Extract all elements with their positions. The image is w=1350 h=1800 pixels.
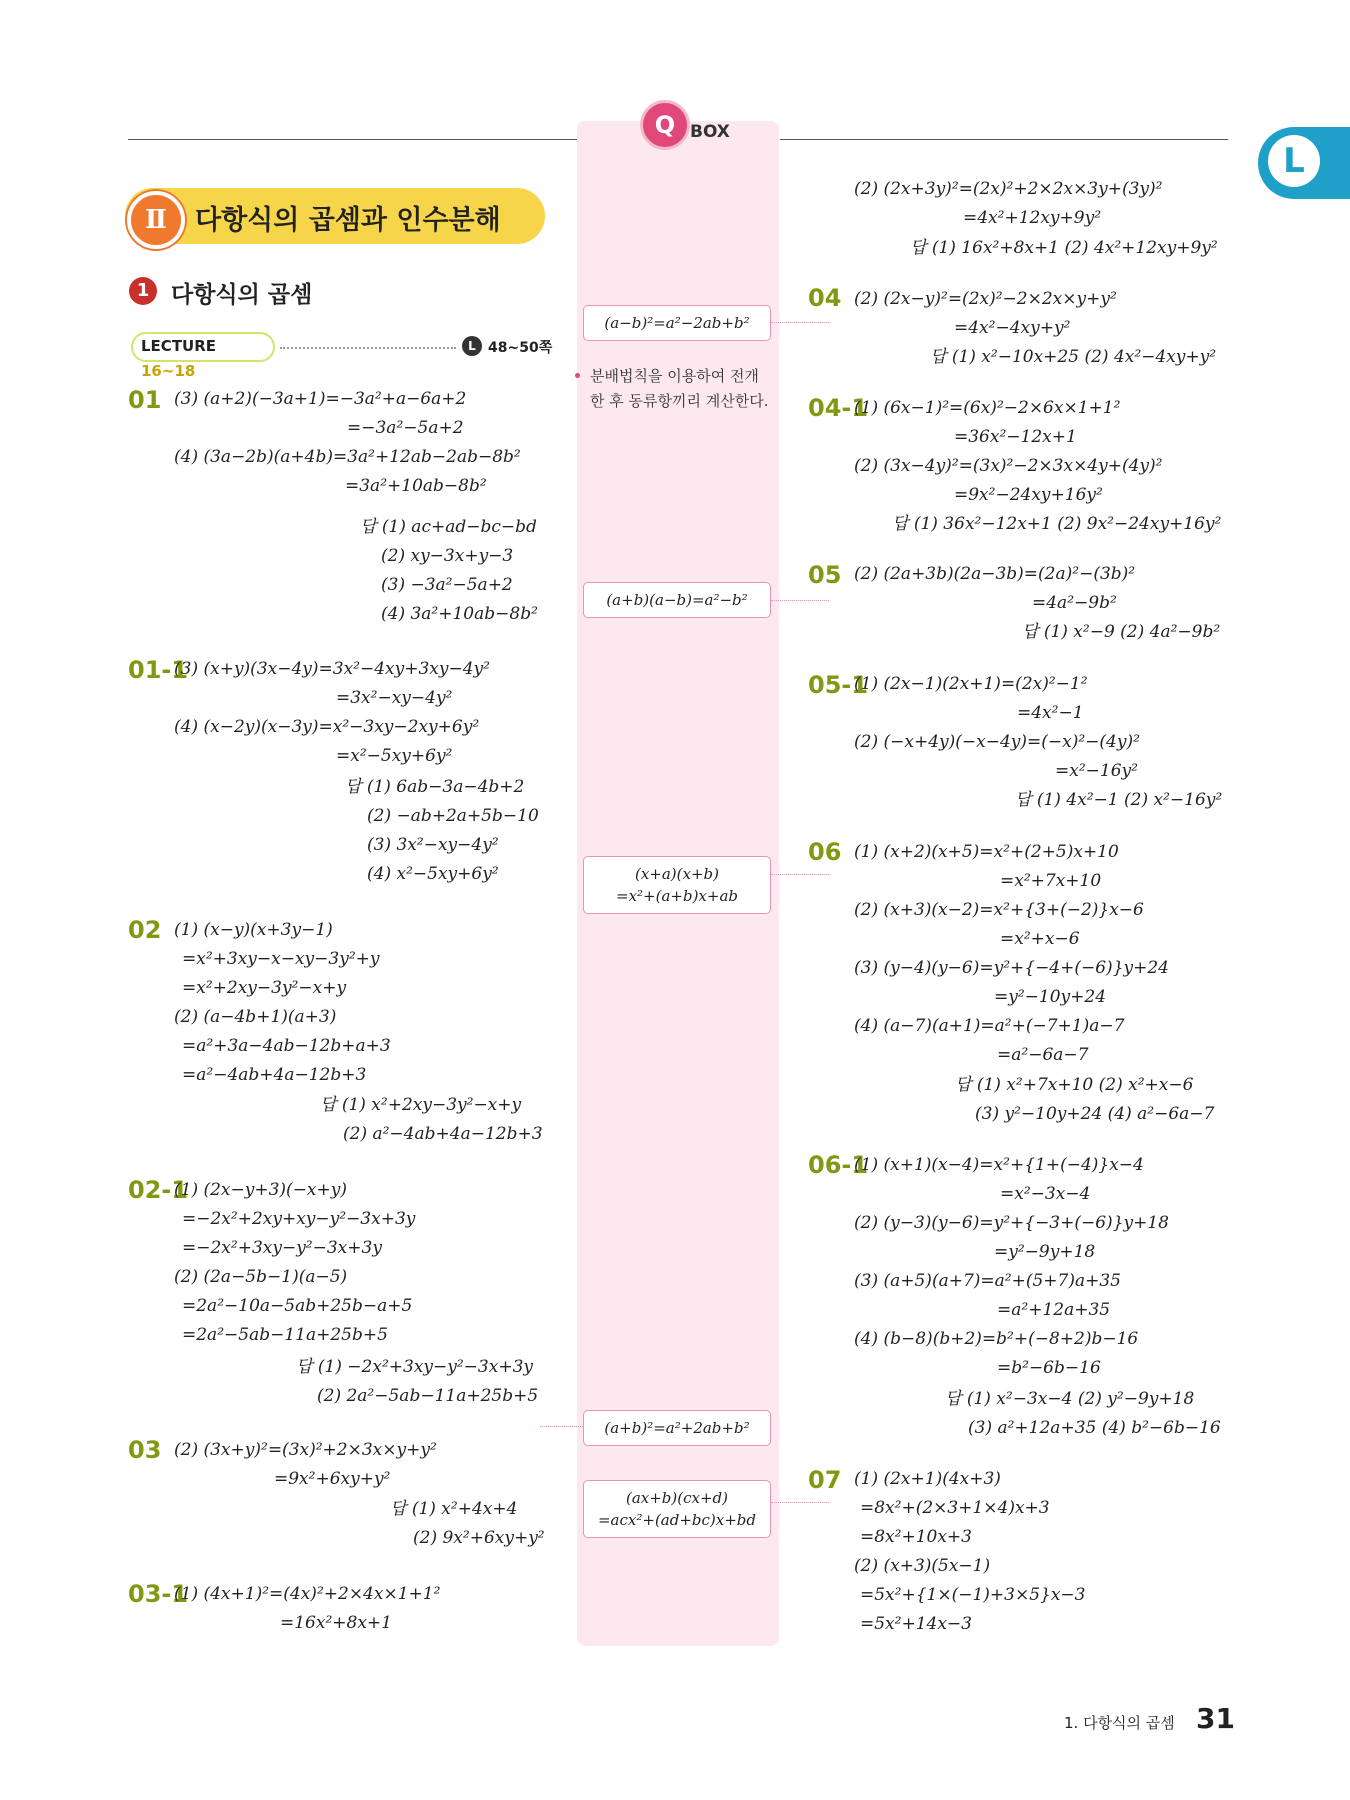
section-title: 다항식의 곱셈	[171, 282, 313, 308]
problem-number: 04	[808, 284, 842, 312]
problem-number: 04-1	[808, 394, 869, 422]
answer-line: 답 (1) −2x²+3xy−y²−3x+3y	[296, 1357, 533, 1377]
answer-line: 답 (1) 36x²−12x+1 (2) 9x²−24xy+16y²	[892, 514, 1222, 534]
connector-line	[771, 600, 829, 601]
solution-line: =8x²+10x+3	[860, 1527, 972, 1547]
qbox-formula	[583, 305, 771, 341]
lecture-icon: L	[462, 336, 482, 356]
solution-line: (4) (x−2y)(x−3y)=x²−3xy−2xy+6y²	[174, 717, 480, 737]
answer-line: (3) a²+12a+35 (4) b²−6b−16	[968, 1418, 1221, 1438]
solution-line: =x²−3x−4	[1000, 1184, 1091, 1204]
connector-line	[771, 322, 829, 323]
solution-line: =x²+2xy−3y²−x+y	[182, 978, 347, 998]
solution-line: =x²+x−6	[1000, 929, 1080, 949]
lecture-label: LECTURE	[141, 337, 217, 355]
formula-line: (a+b)(a−b)=a²−b²	[606, 591, 748, 609]
qbox-formula	[583, 1410, 771, 1446]
page-number: 31	[1196, 1702, 1235, 1735]
connector-line	[771, 874, 829, 875]
qbox-formula	[583, 1480, 771, 1538]
solution-line: (4) (a−7)(a+1)=a²+(−7+1)a−7	[854, 1016, 1125, 1036]
formula-line: =acx²+(ad+bc)x+bd	[597, 1511, 756, 1529]
solution-line: (4) (3a−2b)(a+4b)=3a²+12ab−2ab−8b²	[174, 447, 521, 467]
solution-line: (1) (2x−y+3)(−x+y)	[174, 1180, 348, 1200]
solution-line: (1) (4x+1)²=(4x)²+2×4x×1+1²	[174, 1584, 441, 1604]
solution-line: (2) (2x−y)²=(2x)²−2×2x×y+y²	[854, 289, 1117, 309]
solution-line: (2) (2a−5b−1)(a−5)	[174, 1267, 348, 1287]
answer-line: (2) a²−4ab+4a−12b+3	[343, 1124, 543, 1144]
answer-line: 답 (1) x²−10x+25 (2) 4x²−4xy+y²	[930, 347, 1217, 367]
solution-line: =9x²−24xy+16y²	[954, 485, 1103, 505]
solution-line: =2a²−10a−5ab+25b−a+5	[182, 1296, 413, 1316]
problem-number: 01-1	[128, 656, 189, 684]
solution-line: =2a²−5ab−11a+25b+5	[182, 1325, 388, 1345]
solution-line: (2) (y−3)(y−6)=y²+{−3+(−6)}y+18	[854, 1213, 1169, 1233]
note-bullet-icon	[575, 373, 580, 378]
answer-line: (2) 9x²+6xy+y²	[413, 1528, 545, 1548]
solution-line: (2) (a−4b+1)(a+3)	[174, 1007, 337, 1027]
solution-line: =−2x²+3xy−y²−3x+3y	[182, 1238, 382, 1258]
answer-line: (3) −3a²−5a+2	[381, 575, 513, 595]
answer-line: 답 (1) ac+ad−bc−bd	[360, 517, 537, 537]
solution-line: =x²−16y²	[1055, 761, 1138, 781]
answer-line: (3) 3x²−xy−4y²	[367, 835, 499, 855]
solution-line: =3x²−xy−4y²	[336, 688, 453, 708]
answer-line: 답 (1) x²−3x−4 (2) y²−9y+18	[945, 1389, 1195, 1409]
solution-line: (2) (3x+y)²=(3x)²+2×3x×y+y²	[174, 1440, 437, 1460]
formula-line: (ax+b)(cx+d)	[625, 1489, 728, 1507]
formula-line: (x+a)(x+b)	[634, 865, 719, 883]
answer-line: (2) xy−3x+y−3	[381, 546, 514, 566]
solution-line: (2) (3x−4y)²=(3x)²−2×3x×4y+(4y)²	[854, 456, 1163, 476]
qbox-formula	[583, 856, 771, 914]
solution-line: =x²+3xy−x−xy−3y²+y	[182, 949, 380, 969]
solution-line: =5x²+14x−3	[860, 1614, 972, 1634]
qbox-formula	[583, 582, 771, 618]
solution-line: (3) (a+5)(a+7)=a²+(5+7)a+35	[854, 1271, 1121, 1291]
footer-title: 1. 다항식의 곱셈	[1064, 1714, 1175, 1732]
formula-line: (a−b)²=a²−2ab+b²	[604, 314, 750, 332]
solution-line: (3) (a+2)(−3a+1)=−3a²+a−6a+2	[174, 389, 467, 409]
solution-line: (4) (b−8)(b+2)=b²+(−8+2)b−16	[854, 1329, 1139, 1349]
chapter-number: Ⅱ	[127, 191, 185, 249]
problem-number: 01	[128, 386, 162, 414]
answer-line: 답 (1) x²−9 (2) 4a²−9b²	[1022, 622, 1221, 642]
answer-line: 답 (1) x²+2xy−3y²−x+y	[320, 1095, 522, 1115]
solution-line: (2) (x+3)(5x−1)	[854, 1556, 991, 1576]
problem-number: 03-1	[128, 1580, 189, 1608]
solution-line: =a²−6a−7	[997, 1045, 1089, 1065]
solution-line: =4x²−4xy+y²	[954, 318, 1071, 338]
solution-line: (2) (−x+4y)(−x−4y)=(−x)²−(4y)²	[854, 732, 1140, 752]
solution-line: =−2x²+2xy+xy−y²−3x+3y	[182, 1209, 416, 1229]
solution-line: =a²+3a−4ab−12b+a+3	[182, 1036, 391, 1056]
qbox-logo-icon: Q	[640, 100, 690, 150]
answer-line: (3) y²−10y+24 (4) a²−6a−7	[975, 1104, 1215, 1124]
answer-line: (4) x²−5xy+6y²	[367, 864, 499, 884]
solution-line: =a²+12a+35	[997, 1300, 1111, 1320]
solution-line: (3) (y−4)(y−6)=y²+{−4+(−6)}y+24	[854, 958, 1169, 978]
solution-line: =a²−4ab+4a−12b+3	[182, 1065, 367, 1085]
lecture-pages: 48~50쪽	[488, 340, 553, 356]
solution-line: =4x²+12xy+9y²	[963, 208, 1102, 228]
solution-line: =x²+7x+10	[1000, 871, 1102, 891]
lecture-leader	[280, 347, 456, 349]
solution-line: =16x²+8x+1	[280, 1613, 392, 1633]
problem-number: 07	[808, 1466, 842, 1494]
answer-line: 답 (1) x²+7x+10 (2) x²+x−6	[955, 1075, 1194, 1095]
solution-line: (1) (2x+1)(4x+3)	[854, 1469, 1001, 1489]
side-badge	[1258, 127, 1350, 199]
problem-number: 02	[128, 916, 162, 944]
problem-number: 05-1	[808, 671, 869, 699]
formula-line: (a+b)²=a²+2ab+b²	[604, 1419, 750, 1437]
header-rule-right	[780, 139, 1228, 140]
solution-line: =x²−5xy+6y²	[336, 746, 453, 766]
answer-line: (2) −ab+2a+5b−10	[367, 806, 539, 826]
problem-number: 05	[808, 561, 842, 589]
solution-line: =3a²+10ab−8b²	[345, 476, 487, 496]
qbox-note: 분배법칙을 이용하여 전개 한 후 동류항끼리 계산한다.	[590, 367, 769, 410]
problem-number: 03	[128, 1436, 162, 1464]
solution-line: =36x²−12x+1	[954, 427, 1077, 447]
answer-line: 답 (1) 16x²+8x+1 (2) 4x²+12xy+9y²	[910, 238, 1218, 258]
formula-line: =x²+(a+b)x+ab	[616, 887, 738, 905]
answer-line: 답 (1) 6ab−3a−4b+2	[345, 777, 525, 797]
solution-line: (3) (x+y)(3x−4y)=3x²−4xy+3xy−4y²	[174, 659, 490, 679]
solution-line: =9x²+6xy+y²	[274, 1469, 391, 1489]
solution-line: =b²−6b−16	[997, 1358, 1101, 1378]
lecture-badge	[131, 332, 275, 380]
solution-line: =−3a²−5a+2	[347, 418, 464, 438]
solution-line: =y²−10y+24	[994, 987, 1107, 1007]
solution-line: (1) (2x−1)(2x+1)=(2x)²−1²	[854, 674, 1088, 694]
answer-line: (2) 2a²−5ab−11a+25b+5	[317, 1386, 539, 1406]
solution-line: (2) (2x+3y)²=(2x)²+2×2x×3y+(3y)²	[854, 179, 1163, 199]
answer-line: (4) 3a²+10ab−8b²	[381, 604, 538, 624]
solution-line: (2) (2a+3b)(2a−3b)=(2a)²−(3b)²	[854, 564, 1136, 584]
solution-line: (2) (x+3)(x−2)=x²+{3+(−2)}x−6	[854, 900, 1144, 920]
solution-line: (1) (x−y)(x+3y−1)	[174, 920, 333, 940]
problem-number: 02-1	[128, 1176, 189, 1204]
side-badge-letter: L	[1268, 135, 1320, 187]
connector-line	[540, 1426, 583, 1427]
solution-line: =4a²−9b²	[1032, 593, 1117, 613]
connector-line	[771, 1502, 829, 1503]
solution-line: =4x²−1	[1017, 703, 1084, 723]
solution-line: (1) (x+2)(x+5)=x²+(2+5)x+10	[854, 842, 1119, 862]
problem-number: 06-1	[808, 1151, 869, 1179]
section-number: 1	[129, 277, 157, 305]
lecture-range: 16~18	[141, 362, 196, 380]
solution-line: =5x²+{1×(−1)+3×5}x−3	[860, 1585, 1086, 1605]
solution-line: (1) (x+1)(x−4)=x²+{1+(−4)}x−4	[854, 1155, 1144, 1175]
problem-number: 06	[808, 838, 842, 866]
header-rule-left	[128, 139, 578, 140]
solution-line: (1) (6x−1)²=(6x)²−2×6x×1+1²	[854, 398, 1121, 418]
qbox-label: BOX	[690, 122, 730, 142]
solution-line: =y²−9y+18	[994, 1242, 1096, 1262]
answer-line: 답 (1) 4x²−1 (2) x²−16y²	[1015, 790, 1223, 810]
solution-line: =8x²+(2×3+1×4)x+3	[860, 1498, 1050, 1518]
answer-line: 답 (1) x²+4x+4	[390, 1499, 518, 1519]
chapter-title: 다항식의 곱셈과 인수분해	[195, 205, 501, 236]
